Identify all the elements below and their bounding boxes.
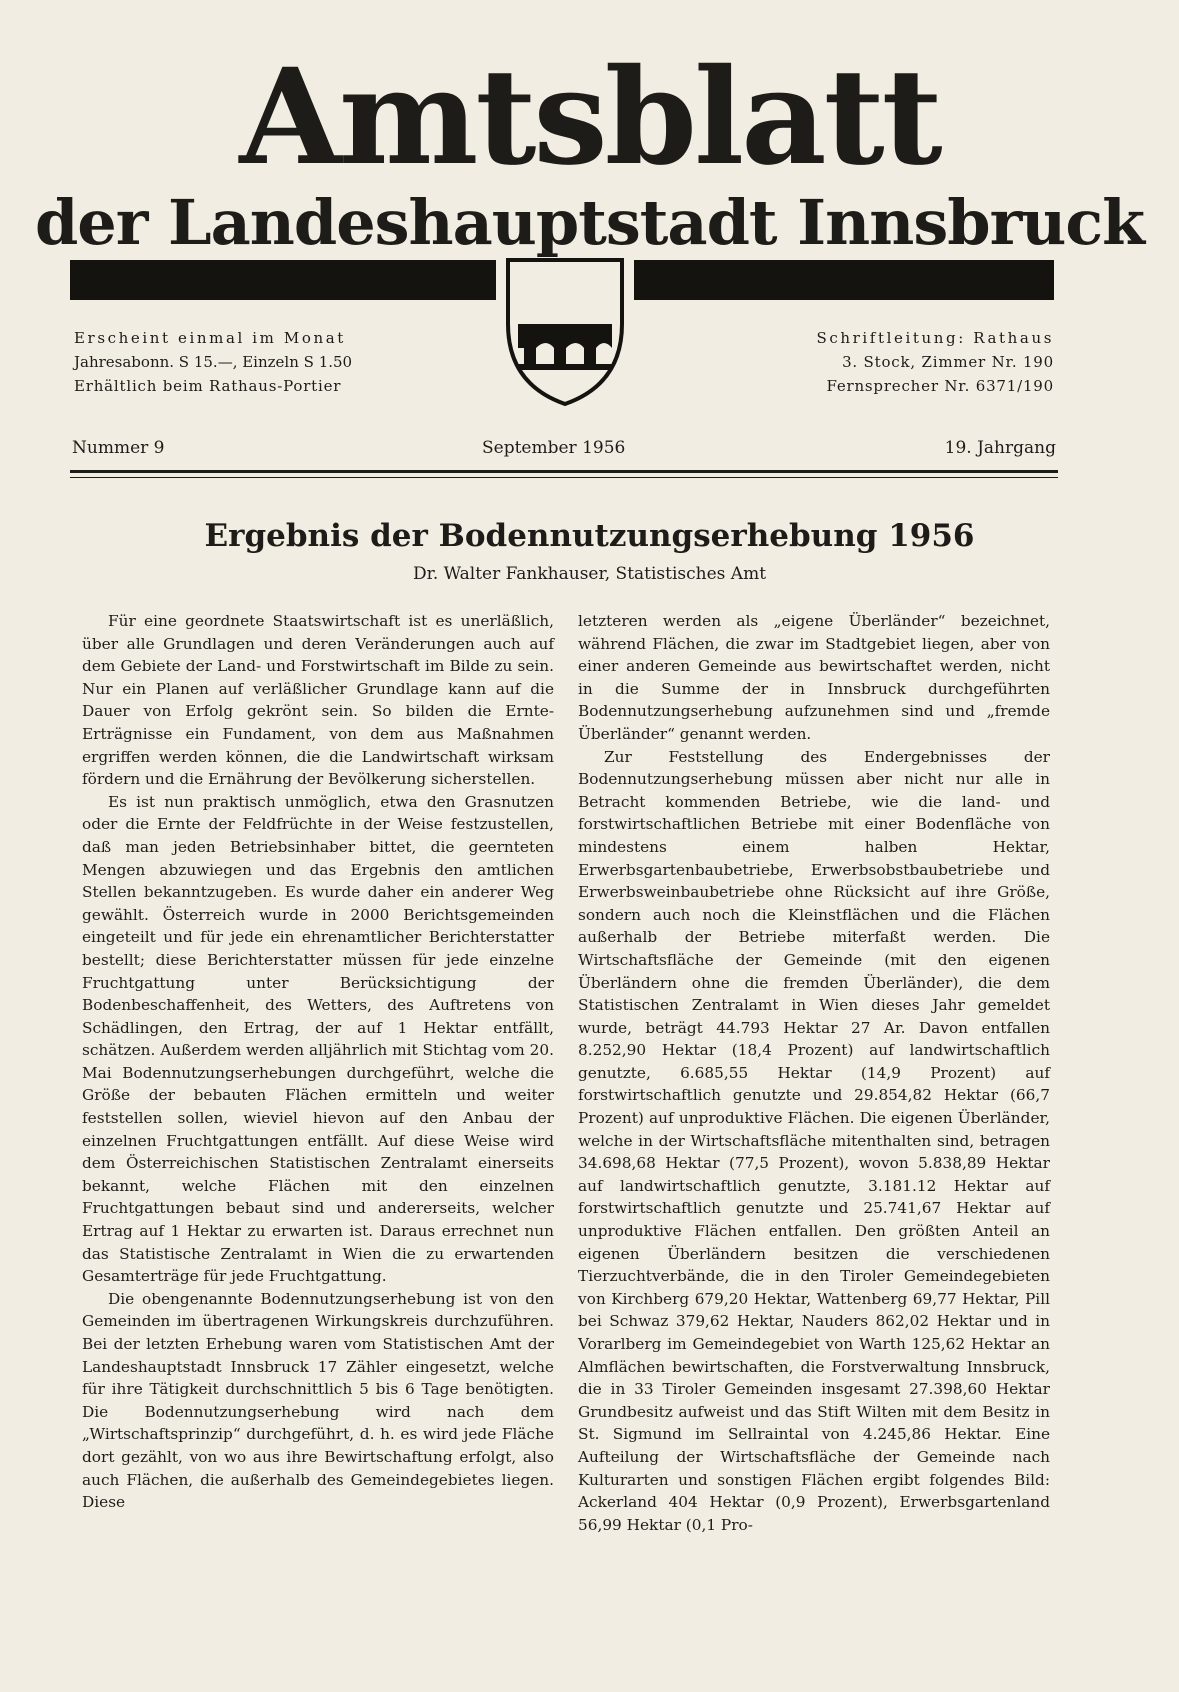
paragraph: letzteren werden als „eigene Überländer“ bezeichnet, während Flächen, die zwar im Stadtgebiet liegen, aber von einer anderen Gemeinde aus bewirtschaftet werden, nicht in die Summe der in Innsbruck durchgeführten Bodennutzungserhebung aufzunehmen sind und „fremde Überländer“ genannt werden. xyxy=(578,612,1050,743)
office-room: 3. Stock, Zimmer Nr. 190 xyxy=(842,353,1054,371)
phone-number: Fernsprecher Nr. 6371/190 xyxy=(826,377,1054,395)
editorial-office: Schriftleitung: Rathaus xyxy=(816,329,1054,347)
subscription-price: Jahresabonn. S 15.—, Einzeln S 1.50 xyxy=(74,353,353,371)
publication-frequency: Erscheint einmal im Monat xyxy=(74,329,346,347)
issue-date: September 1956 xyxy=(482,438,626,458)
masthead-bar-left xyxy=(70,260,496,300)
divider-thick xyxy=(70,470,1058,473)
masthead-bar-right xyxy=(634,260,1054,300)
paragraph: Für eine geordnete Staatswirtschaft ist es unerläßlich, über alle Grundlagen und deren Veränderungen auch auf dem Gebiete der Land- und Forstwirtschaft im Bilde zu sein. Nur ein Planen auf verläßlicher Grundlage kann auf die Dauer von Erfolg gekrönt sein. So bilden die Ernte-Erträgnisse ein Fundament, von dem aus Maßnahmen ergriffen werden können, die die Landwirtschaft wirksam fördern und die Ernährung der Bevölkerung sicherstellen. xyxy=(82,612,554,789)
paragraph: Es ist nun praktisch unmöglich, etwa den Grasnutzen oder die Ernte der Feldfrüchte in der Weise festzustellen, daß man jeden Betriebsinhaber bittet, die geernteten Mengen abzuwiegen und das Ergebnis den amtlichen Stellen bekanntzugeben. Es wurde daher ein anderer Weg gewählt. Österreich wurde in 2000 Berichtsgemeinden eingeteilt und für jede ein ehrenamtlicher Berichterstatter bestellt; diese Berichterstatter müssen für jede einzelne Fruchtgattung unter Berücksichtigung der Bodenbeschaffenheit, des Wetters, des Auftretens von Schädlingen, den Ertrag, der auf 1 Hektar entfällt, schätzen. Außerdem werden alljährlich mit Stichtag vom 20. Mai Bodennutzungserhebungen durchgeführt, welche die Größe der bebauten Flächen ermitteln und weiter feststellen sollen, wieviel hievon auf den Anbau der einzelnen Fruchtgattungen entfällt. Auf diese Weise wird dem Österreichischen Statistischen Zentralamt einerseits bekannt, welche Flächen mit den einzelnen Fruchtgattungen bebaut sind und andererseits, welcher Ertrag auf 1 Hektar zu erwarten ist. Daraus errechnet nun das Statistische Zentralamt in Wien die zu erwartenden Gesamterträge für jede Fruchtgattung. xyxy=(82,792,554,1286)
editorial-office-info xyxy=(590,326,1054,398)
masthead-subtitle: der Landeshauptstadt Innsbruck xyxy=(34,186,1145,259)
paragraph: Die obengenannte Bodennutzungserhebung ist von den Gemeinden im übertragenen Wirkungskreis durchzuführen. Bei der letzten Erhebung waren vom Statistischen Amt der Landeshauptstadt Innsbruck 17 Zähler eingesetzt, welche für ihre Tätigkeit durchschnittlich 5 bis 6 Tage benötigten. Die Bodennutzungserhebung wird nach dem „Wirtschaftsprinzip“ durchgeführt, d. h. es wird jede Fläche dort gezählt, von wo aus ihre Bewirtschaftung erfolgt, also auch Flächen, die außerhalb des Gemeindegebietes liegen. Diese xyxy=(82,1289,554,1512)
masthead-title: Amtsblatt xyxy=(239,40,940,195)
issue-number: Nummer 9 xyxy=(72,438,165,458)
divider-thin xyxy=(70,477,1058,478)
availability: Erhältlich beim Rathaus-Portier xyxy=(74,377,342,395)
article-column-right xyxy=(578,610,1050,1536)
issue-info-row xyxy=(72,436,1058,466)
paragraph: Zur Feststellung des Endergebnisses der Bodennutzungserhebung müssen aber nicht nur alle in Betracht kommenden Betriebe, wie die land- und forstwirtschaftlichen Betriebe mit einer Bodenfläche von mindestens einem halben Hektar, Erwerbsgartenbaubetriebe, Erwerbsobstbaubetriebe und Erwerbsweinbaubetriebe ohne Rücksicht auf ihre Größe, sondern auch noch die Kleinstflächen und die Flächen außerhalb der Betriebe miterfaßt werden. Die Wirtschaftsfläche der Gemeinde (mit den eigenen Überländern ohne die fremden Überländer), die dem Statistischen Zentralamt in Wien dieses Jahr gemeldet wurde, beträgt 44.793 Hektar 27 Ar. Davon entfallen 8.252,90 Hektar (18,4 Prozent) auf landwirtschaftlich genutzte, 6.685,55 Hektar (14,9 Prozent) auf forstwirtschaftlich genutzte und 29.854,82 Hektar (66,7 Prozent) auf unproduktive Flächen. Die eigenen Überländer, welche in der Wirtschaftsfläche mitenthalten sind, betragen 34.698,68 Hektar (77,5 Prozent), wovon 5.838,89 Hektar auf landwirtschaftlich genutzte, 3.181.12 Hektar auf forstwirtschaftlich genutzte und 25.741,67 Hektar auf unproduktive Flächen entfallen. Den größten Anteil an eigenen Überländern besitzen die verschiedenen Tierzuchtverbände, die in den Tiroler Gemeindegebieten von Kirchberg 679,20 Hektar, Wattenberg 69,77 Hektar, Pill bei Schwaz 379,62 Hektar, Nauders 862,02 Hektar und in Vorarlberg im Gemeindegebiet von Warth 125,62 Hektar an Almflächen bewirtschaften, die Forstverwaltung Innsbruck, die in 33 Tiroler Gemeinden insgesamt 27.398,60 Hektar Grundbesitz aufweist und das Stift Wilten mit dem Besitz in St. Sigmund im Sellraintal von 4.245,86 Hektar. Eine Aufteilung der Wirtschaftsfläche der Gemeinde nach Kulturarten und sonstigen Flächen ergibt folgendes Bild: Ackerland 404 Hektar (0,9 Prozent), Erwerbsgartenland 56,99 Hektar (0,1 Pro- xyxy=(578,747,1050,1534)
subscription-info xyxy=(74,326,544,398)
article-title: Ergebnis der Bodennutzungserhebung 1956 xyxy=(204,518,975,554)
issue-volume: 19. Jahrgang xyxy=(944,438,1056,458)
article-author: Dr. Walter Fankhauser, Statistisches Amt xyxy=(412,564,767,584)
article-column-left xyxy=(82,610,554,1514)
